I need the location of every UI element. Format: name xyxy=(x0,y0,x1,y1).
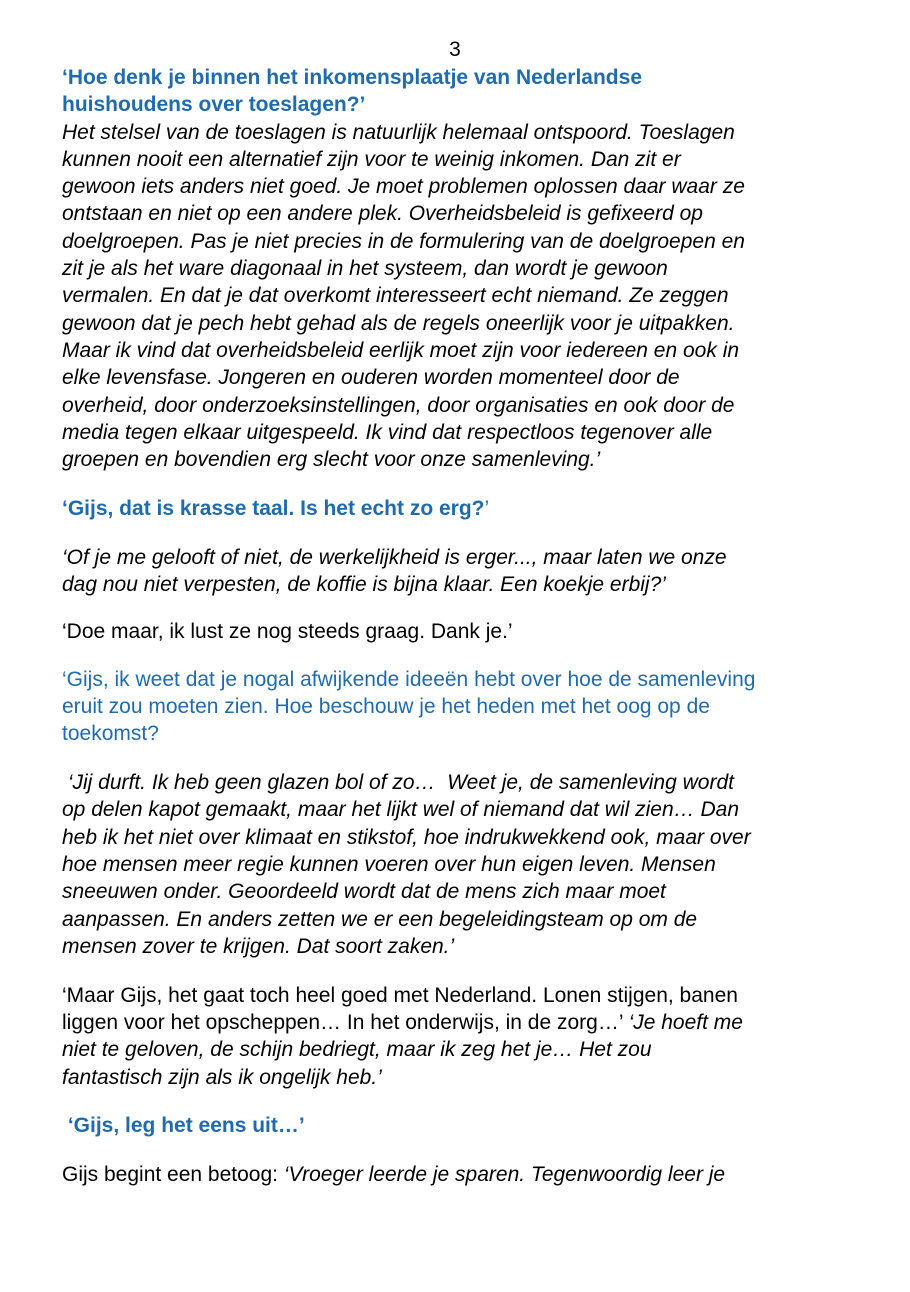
paragraph-spacer xyxy=(62,960,862,982)
paragraph-text: Gijs begint een betoog: xyxy=(62,1163,284,1187)
answer-line: hoe mensen meer regie kunnen voeren over hun eigen leven. Mensen xyxy=(62,852,716,876)
answer-line: vermalen. En dat je dat overkomt interesseert echt niemand. Ze zeggen xyxy=(62,284,729,308)
question-line: ‘Gijs, leg het eens uit…’ xyxy=(62,1114,305,1138)
answer-line: doelgroepen. Pas je niet precies in de formulering van de doelgroepen en xyxy=(62,229,745,253)
answer-line: Het stelsel van de toeslagen is natuurlijk helemaal ontspoord. Toeslagen xyxy=(62,120,735,144)
reply-koekje xyxy=(62,618,862,645)
question-text: ‘Gijs, dat is krasse taal. Is het echt zo erg? xyxy=(62,496,485,520)
answer-line: zit je als het ware diagonaal in het systeem, dan wordt je gewoon xyxy=(62,257,668,281)
answer-line: overheid, door onderzoeksinstellingen, door organisaties en ook door de xyxy=(62,393,735,417)
answer-toeslagen xyxy=(62,119,862,474)
question-line: huishoudens over toeslagen?’ xyxy=(62,93,366,117)
paragraph-quote: ‘Je hoeft me xyxy=(628,1010,743,1034)
paragraph-nederland xyxy=(62,982,862,1091)
answer-line: aanpassen. En anders zetten we er een begeleidingsteam op om de xyxy=(62,907,698,931)
paragraph-line: fantastisch zijn als ik ongelijk heb.’ xyxy=(62,1065,382,1089)
question-line xyxy=(62,495,862,522)
answer-line: ‘Of je me gelooft of niet, de werkelijkheid is erger..., maar laten we onze xyxy=(62,545,727,569)
question-leg-uit xyxy=(62,1112,862,1139)
page-number: 3 xyxy=(449,38,461,61)
answer-line: gewoon dat je pech hebt gehad als de regels oneerlijk voor je uitpakken. xyxy=(62,311,735,335)
answer-line: groepen en bovendien erg slecht voor onze samenleving.’ xyxy=(62,448,601,472)
question-toeslagen xyxy=(62,64,862,119)
reply-line: ‘Doe maar, ik lust ze nog steeds graag. Dank je.’ xyxy=(62,620,513,644)
question-line: eruit zou moeten zien. Hoe beschouw je het heden met het oog op de xyxy=(62,694,710,718)
answer-line: heb ik het niet over klimaat en stikstof, hoe indrukwekkend ook, maar over xyxy=(62,825,751,849)
question-toekomst xyxy=(62,666,862,748)
answer-line: Maar ik vind dat overheidsbeleid eerlijk moet zijn voor iedereen en ook in xyxy=(62,338,740,362)
question-line: ‘Hoe denk je binnen het inkomensplaatje van Nederlandse xyxy=(62,66,642,89)
paragraph-line xyxy=(62,1009,862,1036)
page-content xyxy=(62,64,862,1188)
answer-line: ontstaan en niet op een andere plek. Overheidsbeleid is gefixeerd op xyxy=(62,202,703,226)
paragraph-quote: ‘Vroeger leerde je sparen. Tegenwoordig leer je xyxy=(283,1163,726,1187)
answer-line: elke levensfase. Jongeren en ouderen worden momenteel door de xyxy=(62,366,680,390)
answer-line: dag nou niet verpesten, de koffie is bijna klaar. Een koekje erbij?’ xyxy=(62,573,666,597)
answer-koffie xyxy=(62,544,862,599)
question-closing-quote: ’ xyxy=(484,496,490,520)
paragraph-spacer xyxy=(62,646,862,666)
answer-line: gewoon iets anders niet goed. Je moet problemen oplossen daar waar ze xyxy=(62,175,745,199)
paragraph-spacer xyxy=(62,1091,862,1113)
paragraph-spacer xyxy=(62,748,862,770)
paragraph-spacer xyxy=(62,522,862,544)
question-krasse-taal xyxy=(62,495,862,522)
paragraph-spacer xyxy=(62,473,862,495)
answer-line: media tegen elkaar uitgespeeld. Ik vind dat respectloos tegenover alle xyxy=(62,420,713,444)
answer-line: kunnen nooit een alternatief zijn voor te weinig inkomen. Dan zit er xyxy=(62,147,681,171)
answer-samenleving xyxy=(62,769,862,960)
question-line: ‘Gijs, ik weet dat je nogal afwijkende ideeën hebt over hoe de samenleving xyxy=(62,667,756,691)
paragraph-line xyxy=(62,1161,862,1188)
paragraph-line: niet te geloven, de schijn bedriegt, maar ik zeg het je… Het zou xyxy=(62,1038,652,1062)
paragraph-spacer xyxy=(62,1140,862,1162)
answer-line: mensen zover te krijgen. Dat soort zaken.’ xyxy=(62,934,455,958)
paragraph-line: ‘Maar Gijs, het gaat toch heel goed met Nederland. Lonen stijgen, banen xyxy=(62,983,738,1007)
answer-line: ‘Jij durft. Ik heb geen glazen bol of zo… Weet je, de samenleving wordt xyxy=(62,771,734,795)
paragraph-betoog xyxy=(62,1161,862,1188)
paragraph-spacer xyxy=(62,598,862,618)
answer-line: sneeuwen onder. Geoordeeld wordt dat de mens zich maar moet xyxy=(62,880,666,904)
answer-line: op delen kapot gemaakt, maar het lijkt wel of niemand dat wil zien… Dan xyxy=(62,798,740,822)
question-line: toekomst? xyxy=(62,722,159,746)
paragraph-text: liggen voor het opscheppen… In het onderwijs, in de zorg…’ xyxy=(62,1010,629,1034)
